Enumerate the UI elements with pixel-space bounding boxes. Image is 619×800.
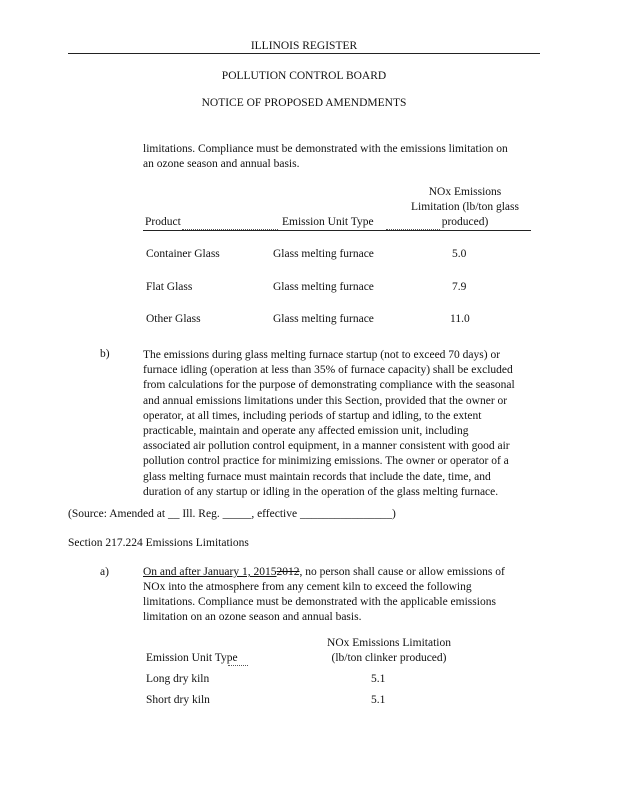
para-b-text: [143, 348, 515, 500]
para-a-line-1: [143, 566, 505, 578]
section-heading: Section 217.224 Emissions Limitations: [68, 537, 249, 549]
kiln-row-limit: 5.1: [371, 673, 386, 685]
para-b-line: furnace idling (operation at less than 35% of furnace capacity) shall be excluded: [143, 364, 513, 377]
para-b-line: from calculations for the purpose of demonstrating compliance with the seasonal: [143, 379, 515, 392]
register-title: ILLINOIS REGISTER: [250, 40, 358, 52]
para-b-line: The emissions during glass melting furnace startup (not to exceed 70 days) or: [143, 349, 501, 361]
glass-row-unit: Glass melting furnace: [273, 313, 374, 325]
para-b-label: b): [100, 348, 110, 360]
glass-row-unit: Glass melting furnace: [273, 248, 374, 260]
para-a-line-4: limitation on an ozone season and annual basis.: [143, 611, 362, 623]
intro-line-1: limitations. Compliance must be demonstrated with the emissions limitation on: [143, 143, 508, 155]
board-title: POLLUTION CONTROL BOARD: [221, 70, 387, 82]
para-a-label: a): [100, 566, 109, 578]
glass-row-product: Other Glass: [146, 313, 201, 325]
kiln-col-unit: Emission Unit Type: [146, 652, 238, 664]
glass-row-product: Flat Glass: [146, 281, 193, 293]
glass-header-rule: [143, 230, 531, 231]
para-a-line-1-struck: 2012: [276, 566, 300, 578]
glass-col-limit-2: Limitation (lb/ton glass: [411, 201, 519, 213]
para-a-line-1-pre: On and after January 1, 2015: [143, 566, 277, 578]
glass-row-limit: 5.0: [452, 248, 467, 260]
kiln-row-unit: Long dry kiln: [146, 673, 210, 685]
para-b-line: practicable, maintain and operate any affected emission unit, including: [143, 425, 469, 438]
glass-col-unit: Emission Unit Type: [282, 216, 374, 228]
kiln-col-limit-1: NOx Emissions Limitation: [327, 637, 451, 649]
glass-col-limit-3: produced): [441, 216, 489, 228]
para-b-line: associated air pollution control equipment, in a manner consistent with good air: [143, 440, 510, 453]
source-note: (Source: Amended at __ Ill. Reg. _____, effective ________________): [68, 508, 396, 520]
para-a-line-3: limitations. Compliance must be demonstrated with the applicable emissions: [143, 596, 496, 608]
para-b-line: and annual emissions limitations under this Section, provided that the owner or: [143, 394, 508, 407]
para-b-line: pollution control practice for minimizing emissions. The owner or operator of a: [143, 455, 509, 468]
glass-row-limit: 11.0: [450, 313, 470, 325]
kiln-row-unit: Short dry kiln: [146, 694, 210, 706]
glass-col-product: Product: [145, 216, 181, 228]
para-a-line-2: NOx into the atmosphere from any cement kiln to exceed the following: [143, 581, 472, 593]
header-rule: [68, 53, 540, 54]
kiln-row-limit: 5.1: [371, 694, 386, 706]
para-b-line: glass melting furnace must maintain records that include the date, time, and: [143, 470, 491, 483]
para-a-line-1-post: , no person shall cause or allow emissions of: [299, 566, 505, 578]
notice-title: NOTICE OF PROPOSED AMENDMENTS: [201, 97, 407, 109]
para-b-line: operator, at all times, including periods of startup and idling, to the extent: [143, 409, 482, 422]
glass-row-limit: 7.9: [452, 281, 467, 293]
glass-col-limit-1: NOx Emissions: [428, 186, 502, 198]
kiln-col-limit-2: (lb/ton clinker produced): [331, 652, 447, 664]
glass-row-unit: Glass melting furnace: [273, 281, 374, 293]
glass-row-product: Container Glass: [146, 248, 220, 260]
kiln-header-leader: [228, 665, 248, 666]
para-b-line: duration of any startup or idling in the operation of the glass melting furnace.: [143, 485, 499, 498]
intro-line-2: an ozone season and annual basis.: [143, 158, 300, 170]
